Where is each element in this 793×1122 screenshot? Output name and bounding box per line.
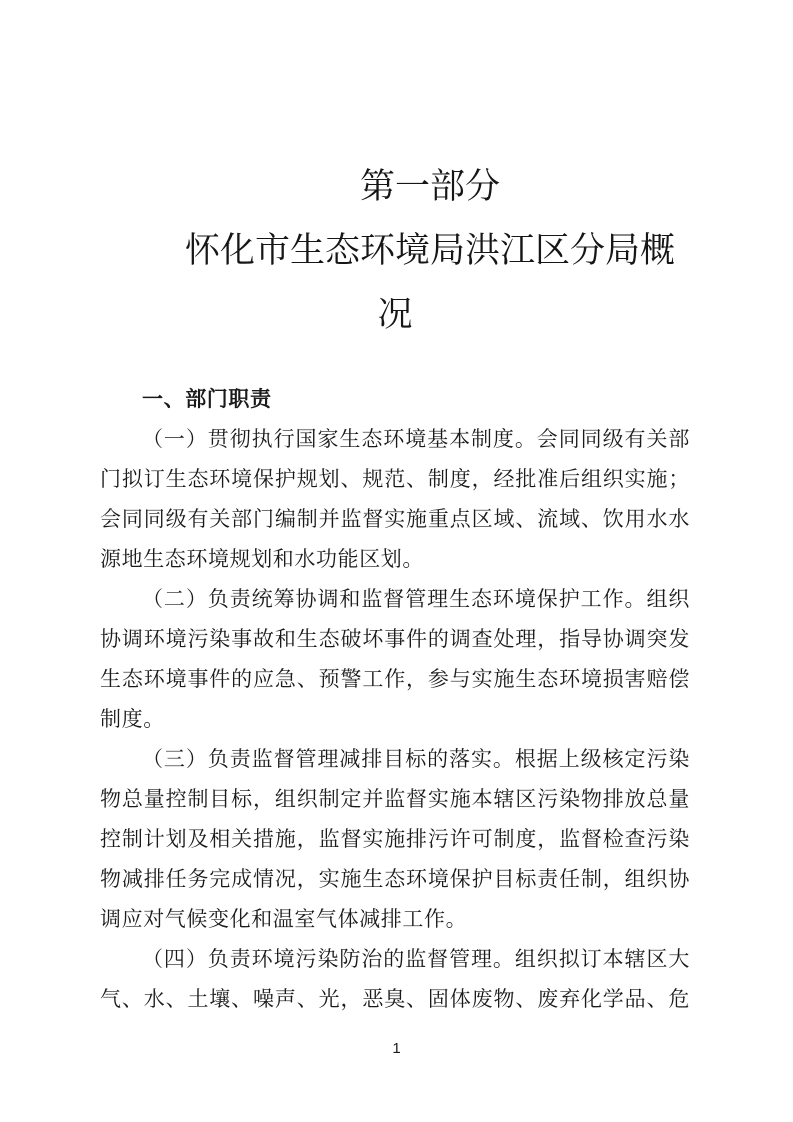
body-paragraph-3: （三）负责监督管理减排目标的落实。根据上级核定污染物总量控制目标，组织制定并监督实施本辖区污染物排放总量控制计划及相关措施，监督实施排污许可制度，监督检查污染物减排任务完成情况，实施生态环境保护目标责任制，组织协调应对气候变化和温室气体减排工作。 (100, 748, 690, 931)
section-heading-duties: 一、部门职责 (142, 388, 272, 411)
body-paragraph-2: （二）负责统筹协调和监督管理生态环境保护工作。组织协调环境污染事故和生态破坏事件的调查处理，指导协调突发生态环境事件的应急、预警工作，参与实施生态环境损害赔偿制度。 (100, 588, 690, 731)
page-content (100, 0, 690, 1020)
title-department-name: 怀化市生态环境局洪江区分局概况 (184, 231, 675, 334)
title-part-label: 第一部分 (359, 167, 500, 206)
body-paragraph-1: （一）贯彻执行国家生态环境基本制度。会同同级有关部门拟订生态环境保护规划、规范、制度，经批准后组织实施；会同同级有关部门编制并监督实施重点区域、流域、饮用水水源地生态环境规划和水功能区划。 (100, 428, 690, 571)
body-paragraph-4: （四）负责环境污染防治的监督管理。组织拟订本辖区大气、水、土壤、噪声、光，恶臭、固体废物、废弃化学品、危 (100, 948, 690, 1011)
document-title (100, 155, 690, 347)
document-body (100, 380, 690, 1020)
page-number: 1 (392, 1040, 401, 1057)
